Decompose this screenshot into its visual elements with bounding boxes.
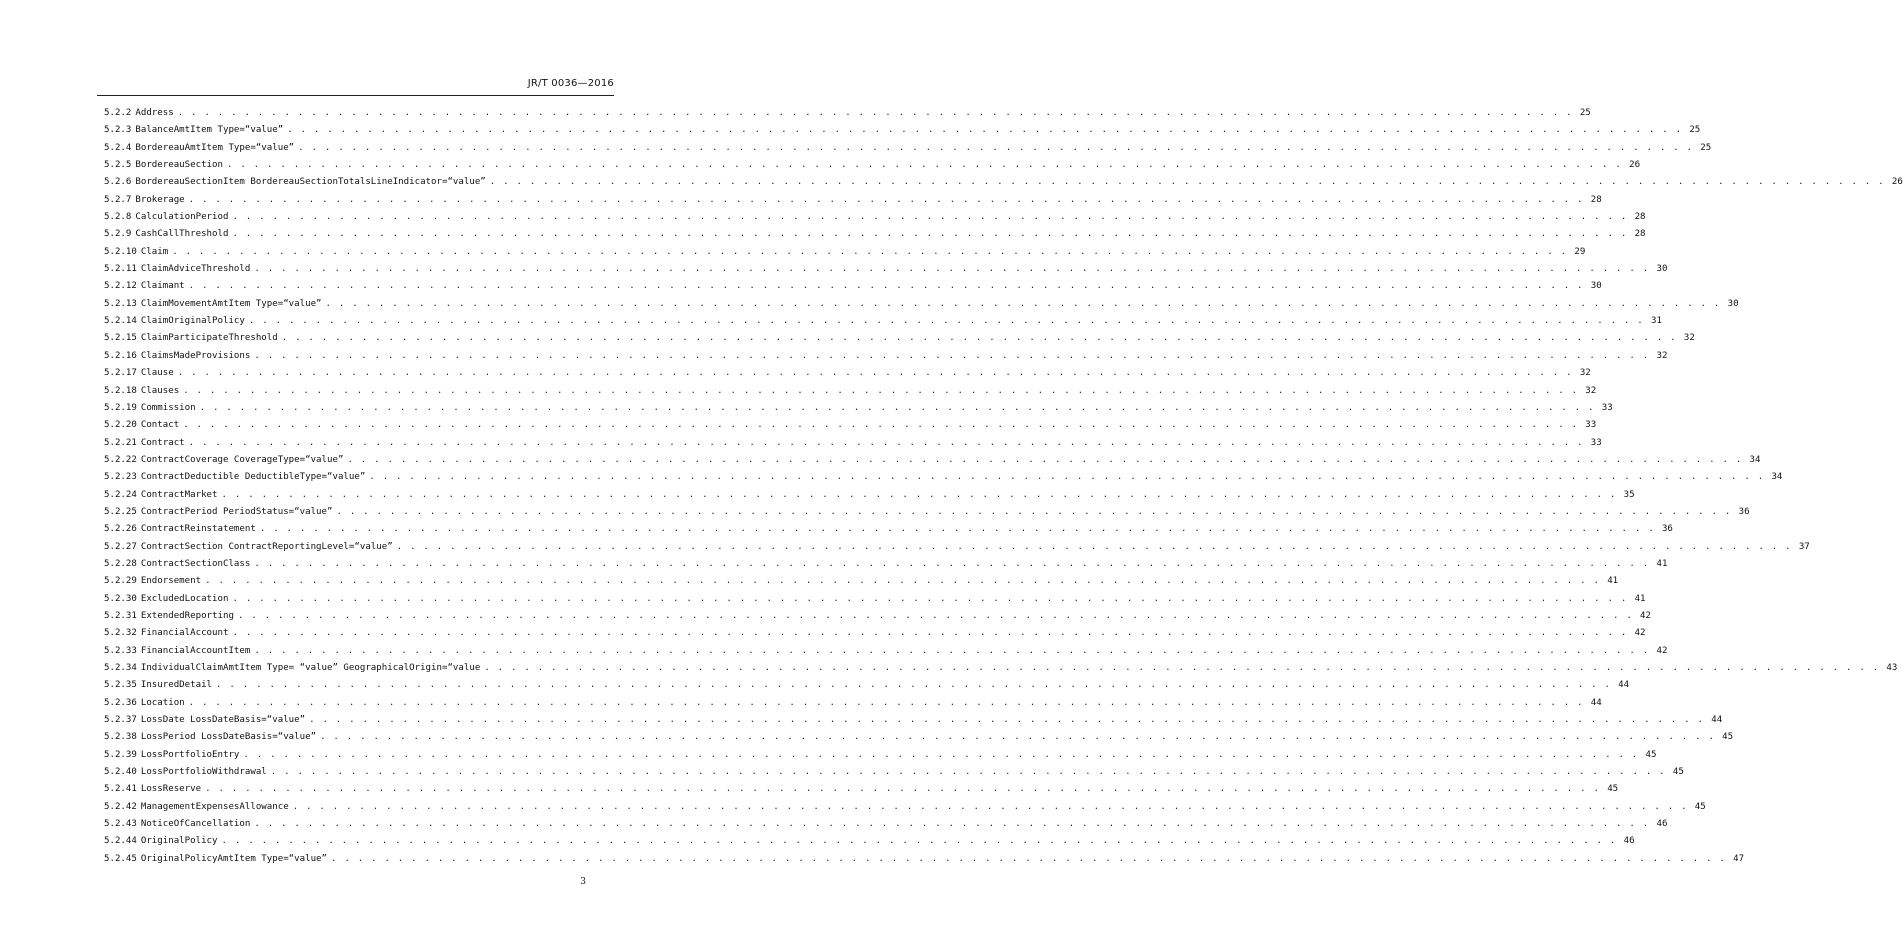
toc-entry[interactable] [104, 125, 1701, 142]
toc-entry-title: ContractSectionClass [140, 558, 251, 569]
toc-entry[interactable] [104, 246, 1586, 264]
toc-entry-title: Brokerage [135, 194, 185, 205]
toc-entry-title: ContractDeductible DeductibleType=“value” [140, 472, 366, 483]
toc-entry-title: ExcludedLocation [140, 593, 229, 604]
toc-dot-leader [183, 386, 1578, 396]
toc-entry[interactable] [104, 819, 1668, 836]
toc-entry[interactable] [104, 541, 1810, 559]
toc-entry-title: Location [140, 697, 185, 708]
toc-dot-leader [309, 715, 1704, 725]
toc-entry-number: 5.2.39 [104, 749, 137, 760]
toc-entry-number: 5.2.31 [104, 610, 137, 621]
toc-entry-page: 28 [1590, 194, 1602, 205]
toc-dot-leader [243, 750, 1638, 760]
toc-entry-title: LossPortfolioEntry [140, 749, 240, 760]
toc-entry-page: 32 [1656, 350, 1668, 361]
toc-entry-page: 36 [1661, 524, 1673, 535]
toc-entry[interactable] [104, 402, 1613, 420]
toc-entry[interactable] [104, 420, 1597, 437]
toc-entry-page: 32 [1579, 368, 1591, 379]
toc-entry-title: ManagementExpensesAllowance [140, 801, 289, 812]
toc-entry-page: 30 [1590, 281, 1602, 292]
toc-entry-number: 5.2.35 [104, 680, 137, 691]
toc-entry-number: 5.2.27 [104, 541, 137, 552]
toc-entry-number: 5.2.30 [104, 593, 137, 604]
toc-entry-title: ClaimMovementAmtItem Type=“value” [140, 298, 322, 309]
toc-entry-page: 46 [1656, 819, 1668, 830]
toc-entry-page: 30 [1727, 298, 1739, 309]
toc-entry-number: 5.2.9 [104, 229, 132, 240]
toc-dot-leader [222, 490, 1617, 500]
toc-entry-title: ContractSection ContractReportingLevel=“value” [140, 541, 393, 552]
toc-entry-number: 5.2.41 [104, 784, 137, 795]
toc-entry-title: BalanceAmtItem Type=“value” [135, 125, 284, 136]
toc-entry[interactable] [104, 489, 1635, 507]
toc-entry-page: 28 [1634, 212, 1646, 223]
toc-dot-leader [298, 143, 1693, 153]
toc-entry[interactable] [104, 715, 1723, 732]
toc-dot-leader [200, 403, 1595, 413]
toc-entry-number: 5.2.43 [104, 819, 137, 830]
toc-dot-leader [260, 524, 1655, 534]
toc-entry[interactable] [104, 212, 1646, 229]
toc-entry-number: 5.2.3 [104, 125, 132, 136]
toc-entry-title: ContractCoverage CoverageType=“value” [140, 454, 344, 465]
toc-dot-leader [254, 559, 1649, 569]
toc-dot-leader [484, 663, 1879, 673]
toc-entry-page: 43 [1886, 663, 1898, 673]
toc-entry[interactable] [104, 645, 1668, 663]
toc-entry-title: Endorsement [140, 576, 202, 587]
toc-entry[interactable] [104, 593, 1646, 611]
toc-entry[interactable] [104, 160, 1641, 177]
toc-dot-leader [293, 802, 1688, 812]
toc-entry-number: 5.2.12 [104, 281, 137, 292]
toc-dot-leader [254, 351, 1649, 361]
toc-entry-title: LossPortfolioWithdrawal [140, 767, 267, 778]
toc-entry-page: 25 [1689, 125, 1701, 136]
toc-entry-number: 5.2.29 [104, 576, 137, 587]
toc-dot-leader [189, 698, 1584, 708]
toc-entry[interactable] [104, 749, 1657, 767]
toc-dot-leader [331, 854, 1726, 864]
toc-entry-title: LossDate LossDateBasis=“value” [140, 715, 306, 726]
toc-entry[interactable] [104, 628, 1646, 645]
toc-entry-page: 46 [1623, 836, 1635, 847]
toc-entry-number: 5.2.42 [104, 801, 137, 812]
toc-entry-title: ClaimParticipateThreshold [140, 333, 278, 344]
toc-dot-leader [287, 125, 1682, 135]
toc-dot-leader [178, 368, 1573, 378]
toc-dot-leader [254, 264, 1649, 274]
table-of-contents [104, 108, 1903, 871]
toc-entry-number: 5.2.24 [104, 489, 137, 500]
toc-entry-number: 5.2.33 [104, 645, 137, 656]
toc-entry[interactable] [104, 316, 1662, 333]
toc-entry[interactable] [104, 385, 1597, 403]
toc-entry-title: Contact [140, 420, 180, 431]
toc-entry[interactable] [104, 663, 1898, 680]
toc-entry-number: 5.2.5 [104, 160, 132, 171]
toc-entry-number: 5.2.45 [104, 853, 137, 864]
toc-entry[interactable] [104, 298, 1739, 316]
toc-entry-title: Clauses [140, 385, 180, 396]
toc-entry-number: 5.2.23 [104, 472, 137, 483]
toc-dot-leader [189, 195, 1584, 205]
toc-dot-leader [249, 316, 1644, 326]
toc-entry-title: NoticeOfCancellation [140, 819, 251, 830]
toc-entry-title: BordereauAmtItem Type=“value” [135, 142, 295, 153]
toc-entry[interactable] [104, 350, 1668, 368]
toc-entry[interactable] [104, 333, 1695, 350]
toc-dot-leader [232, 229, 1627, 239]
toc-dot-leader [490, 177, 1885, 187]
toc-entry-number: 5.2.34 [104, 663, 137, 673]
toc-entry[interactable] [104, 784, 1619, 801]
toc-entry-title: InsuredDetail [140, 680, 213, 691]
toc-entry-title: OriginalPolicy [140, 836, 218, 847]
toc-entry-number: 5.2.32 [104, 628, 137, 639]
toc-dot-leader [347, 455, 1742, 465]
toc-entry-number: 5.2.13 [104, 298, 137, 309]
toc-entry-number: 5.2.11 [104, 264, 137, 275]
toc-entry-title: ClaimAdviceThreshold [140, 264, 251, 275]
toc-entry-page: 34 [1771, 472, 1783, 483]
toc-entry-page: 41 [1656, 558, 1668, 569]
toc-entry[interactable] [104, 108, 1591, 125]
toc-entry[interactable] [104, 229, 1646, 246]
toc-entry-page: 42 [1656, 645, 1668, 656]
toc-entry-title: ClaimOriginalPolicy [140, 316, 245, 327]
toc-dot-leader [232, 594, 1627, 604]
toc-dot-leader [336, 507, 1731, 517]
toc-entry-number: 5.2.20 [104, 420, 137, 431]
toc-entry-title: FinancialAccount [140, 628, 229, 639]
toc-entry-number: 5.2.8 [104, 212, 132, 223]
toc-entry-number: 5.2.10 [104, 246, 137, 257]
toc-entry-page: 31 [1651, 316, 1662, 327]
toc-entry[interactable] [104, 576, 1619, 593]
toc-entry[interactable] [104, 558, 1668, 576]
toc-entry-page: 26 [1891, 177, 1903, 188]
toc-entry-number: 5.2.22 [104, 454, 137, 465]
toc-entry-page: 47 [1733, 853, 1745, 864]
toc-entry-number: 5.2.4 [104, 142, 132, 153]
toc-entry-page: 41 [1634, 593, 1646, 604]
toc-entry-number: 5.2.6 [104, 177, 132, 188]
toc-entry-page: 36 [1738, 506, 1750, 517]
toc-entry-number: 5.2.44 [104, 836, 137, 847]
toc-entry-page: 33 [1590, 437, 1602, 448]
toc-entry-page: 45 [1672, 767, 1684, 778]
toc-entry-page: 26 [1629, 160, 1641, 171]
toc-entry-page: 45 [1607, 784, 1619, 795]
toc-entry[interactable] [104, 177, 1903, 194]
toc-dot-leader [326, 299, 1721, 309]
toc-dot-leader [205, 576, 1600, 586]
toc-entry-page: 29 [1574, 246, 1586, 257]
toc-entry-page: 30 [1656, 264, 1668, 275]
toc-entry-number: 5.2.16 [104, 350, 137, 361]
page-number: 3 [580, 877, 586, 887]
toc-entry-title: BordereauSection [135, 160, 223, 171]
toc-entry-page: 44 [1618, 680, 1630, 691]
toc-entry-number: 5.2.26 [104, 524, 137, 535]
toc-dot-leader [282, 333, 1677, 343]
toc-entry-number: 5.2.14 [104, 316, 137, 327]
toc-entry-page: 35 [1623, 489, 1635, 500]
toc-entry-page: 32 [1585, 385, 1597, 396]
toc-entry-title: FinancialAccountItem [140, 645, 251, 656]
toc-entry[interactable] [104, 264, 1668, 281]
toc-entry-title: LossPeriod LossDateBasis=“value” [140, 732, 317, 743]
toc-dot-leader [271, 767, 1666, 777]
toc-entry-number: 5.2.25 [104, 506, 137, 517]
toc-entry[interactable] [104, 281, 1602, 298]
toc-entry[interactable] [104, 610, 1651, 628]
toc-entry-number: 5.2.17 [104, 368, 137, 379]
toc-entry-page: 42 [1640, 610, 1651, 621]
toc-entry[interactable] [104, 801, 1706, 819]
toc-entry-page: 25 [1700, 142, 1712, 153]
toc-entry-number: 5.2.15 [104, 333, 137, 344]
toc-dot-leader [189, 438, 1584, 448]
toc-entry-title: Address [135, 108, 174, 118]
toc-entry-title: LossReserve [140, 784, 202, 795]
toc-entry-number: 5.2.7 [104, 194, 132, 205]
toc-dot-leader [369, 472, 1764, 482]
toc-entry[interactable] [104, 524, 1673, 541]
toc-dot-leader [222, 836, 1617, 846]
toc-entry-page: 25 [1579, 108, 1591, 118]
toc-entry-title: Contract [140, 437, 185, 448]
toc-dot-leader [320, 732, 1715, 742]
toc-entry-page: 28 [1634, 229, 1646, 240]
toc-entry-title: OriginalPolicyAmtItem Type=“value” [140, 853, 328, 864]
toc-entry-number: 5.2.21 [104, 437, 137, 448]
toc-entry-title: IndividualClaimAmtItem Type= “value” GeographicalOrigin=“value [140, 663, 481, 673]
toc-entry-page: 45 [1694, 801, 1706, 812]
toc-entry[interactable] [104, 194, 1602, 212]
toc-dot-leader [254, 646, 1649, 656]
toc-entry[interactable] [104, 454, 1761, 472]
toc-entry-number: 5.2.36 [104, 697, 137, 708]
toc-entry[interactable] [104, 697, 1602, 715]
toc-entry-title: Commission [140, 402, 196, 413]
toc-dot-leader [227, 160, 1622, 170]
toc-entry[interactable] [104, 836, 1635, 853]
toc-entry-title: BordereauSectionItem BordereauSectionTotalsLineIndicator=“value” [135, 177, 486, 188]
toc-dot-leader [178, 108, 1573, 118]
toc-entry-title: ExtendedReporting [140, 610, 234, 621]
toc-dot-leader [232, 212, 1627, 222]
toc-entry-title: Claimant [140, 281, 185, 292]
toc-entry-number: 5.2.38 [104, 732, 137, 743]
toc-entry[interactable] [104, 142, 1712, 160]
toc-entry[interactable] [104, 437, 1602, 455]
toc-entry-page: 33 [1601, 402, 1613, 413]
toc-entry[interactable] [104, 506, 1750, 524]
toc-entry-page: 34 [1749, 454, 1761, 465]
header-divider [97, 95, 614, 96]
toc-dot-leader [189, 281, 1584, 291]
toc-entry-page: 33 [1585, 420, 1597, 431]
toc-entry-title: ContractPeriod PeriodStatus=“value” [140, 506, 333, 517]
toc-entry-title: ContractReinstatement [140, 524, 256, 535]
toc-entry-page: 44 [1590, 697, 1602, 708]
toc-entry[interactable] [104, 853, 1745, 871]
toc-dot-leader [205, 784, 1600, 794]
toc-entry[interactable] [104, 368, 1591, 385]
toc-entry-number: 5.2.18 [104, 385, 137, 396]
toc-entry-page: 44 [1711, 715, 1723, 726]
toc-entry-title: CashCallThreshold [135, 229, 229, 240]
toc-entry-title: CalculationPeriod [135, 212, 229, 223]
toc-dot-leader [183, 420, 1578, 430]
toc-entry[interactable] [104, 472, 1783, 489]
toc-entry-page: 41 [1607, 576, 1619, 587]
toc-entry-page: 45 [1645, 749, 1657, 760]
toc-entry-title: Claim [140, 246, 169, 257]
toc-entry-number: 5.2.2 [104, 108, 132, 118]
toc-dot-leader [397, 542, 1792, 552]
toc-entry-title: ClaimsMadeProvisions [140, 350, 251, 361]
toc-entry-number: 5.2.37 [104, 715, 137, 726]
toc-dot-leader [254, 819, 1649, 829]
toc-entry-title: Clause [140, 368, 174, 379]
toc-entry-page: 42 [1634, 628, 1646, 639]
document-code-header: JR/T 0036—2016 [527, 78, 614, 89]
toc-entry[interactable] [104, 767, 1684, 784]
toc-entry-page: 45 [1722, 732, 1734, 743]
toc-entry[interactable] [104, 680, 1630, 697]
toc-entry-page: 32 [1683, 333, 1695, 344]
toc-entry-number: 5.2.19 [104, 402, 137, 413]
toc-entry[interactable] [104, 732, 1734, 749]
toc-dot-leader [232, 628, 1627, 638]
toc-dot-leader [172, 247, 1567, 257]
toc-entry-number: 5.2.40 [104, 767, 137, 778]
toc-entry-number: 5.2.28 [104, 558, 137, 569]
toc-dot-leader [238, 611, 1633, 621]
toc-entry-page: 37 [1798, 541, 1810, 552]
toc-entry-title: ContractMarket [140, 489, 218, 500]
toc-dot-leader [216, 680, 1611, 690]
